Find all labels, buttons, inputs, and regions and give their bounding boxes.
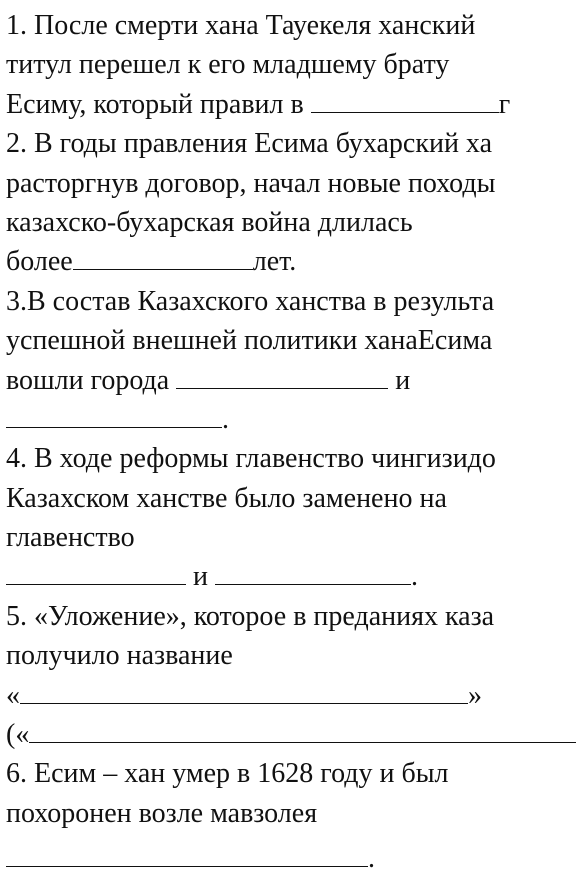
q5-line-3: [6, 676, 576, 715]
q4-line-2: Казахском ханстве было заменено на: [6, 482, 447, 514]
answer-blank[interactable]: [215, 557, 411, 585]
q1-line-2: титул перешел к его младшему брату: [6, 49, 450, 81]
q3-line-1: 3.В состав Казахского ханства в результа: [6, 285, 495, 317]
q5-line-4: [6, 715, 576, 754]
q3-period: .: [222, 403, 229, 435]
q4-period: .: [410, 561, 418, 593]
q2-line-4: [6, 242, 576, 281]
q1-line-1: 1. После смерти хана Тауекеля ханский: [6, 10, 476, 41]
q2-line-3: казахско-бухарская война длилась: [6, 206, 413, 238]
answer-blank[interactable]: [6, 557, 186, 585]
answer-blank[interactable]: [20, 676, 468, 704]
q4-and: и: [193, 561, 208, 593]
q5-close-quote: »: [468, 679, 482, 711]
worksheet: [6, 6, 576, 879]
q4-line-1: 4. В ходе реформы главенство чингизидо: [6, 443, 496, 475]
q2-line-1: 2. В годы правления Есима бухарский ха: [6, 128, 492, 160]
q6-line-3: [6, 839, 576, 878]
q3-line-4: [6, 400, 576, 439]
answer-blank[interactable]: [29, 715, 576, 743]
q1-text: Есиму, который правил в: [6, 88, 304, 120]
q3-line-2: успешной внешней политики ханаЕсима: [6, 325, 493, 357]
q3-and: и: [395, 364, 411, 396]
q5-line-1: 5. «Уложение», которое в преданиях каза: [6, 600, 495, 632]
q1-tail: г: [498, 88, 511, 120]
q6-line-2: похоронен возле мавзолея: [6, 797, 318, 829]
q5-line-2: получило название: [6, 640, 233, 672]
answer-blank[interactable]: [311, 85, 499, 113]
answer-blank[interactable]: [176, 361, 388, 389]
q3-text: вошли города: [6, 364, 170, 396]
q4-line-4: [6, 557, 576, 596]
q5-open-quote: «: [6, 679, 20, 711]
q2-text: более: [6, 246, 73, 278]
answer-blank[interactable]: [6, 839, 368, 867]
q4-line-3: главенство: [6, 522, 135, 554]
q3-line-3: [6, 361, 576, 400]
answer-blank[interactable]: [6, 400, 222, 428]
answer-blank[interactable]: [73, 242, 253, 270]
q2-tail: лет.: [252, 246, 297, 278]
q2-line-2: расторгнув договор, начал новые походы: [6, 167, 496, 199]
q5-paren-quote: («: [6, 719, 30, 751]
q1-line-3: [6, 85, 576, 124]
q6-line-1: 6. Есим – хан умер в 1628 году и был: [6, 758, 449, 790]
q6-period: .: [368, 843, 375, 875]
